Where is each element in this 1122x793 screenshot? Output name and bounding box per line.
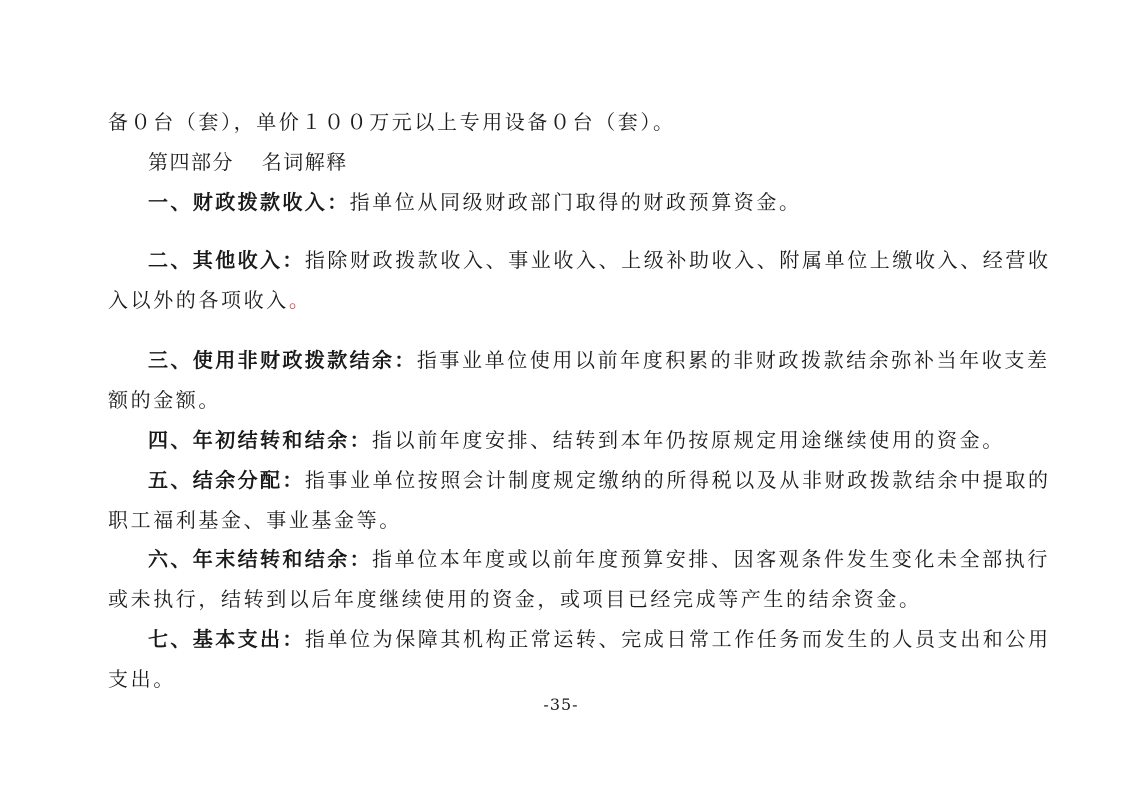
term-7-line-1 bbox=[148, 625, 1051, 653]
term-6-line-2 bbox=[108, 585, 922, 613]
term-6-continuation: 或未执行，结转到以后年度继续使用的资金，或项目已经完成等产生的结余资金。 bbox=[108, 587, 922, 611]
section-heading bbox=[148, 148, 348, 176]
term-4-label: 四、年初结转和结余： bbox=[148, 428, 372, 452]
term-1-label: 一、财政拨款收入： bbox=[148, 190, 350, 214]
term-5-line-1 bbox=[148, 466, 1051, 494]
term-7-label: 七、基本支出： bbox=[148, 627, 305, 651]
intro-text: 备０台（套），单价１００万元以上专用设备０台（套）。 bbox=[108, 110, 676, 134]
term-1-definition: 指单位从同级财政部门取得的财政预算资金。 bbox=[349, 190, 802, 214]
term-3-label: 三、使用非财政拨款结余： bbox=[148, 348, 417, 372]
term-3-definition: 指事业单位使用以前年度积累的非财政拨款结余弥补当年收支差 bbox=[416, 348, 1050, 372]
term-6-line-1 bbox=[148, 545, 1050, 573]
intro-line bbox=[108, 108, 676, 136]
term-6-definition: 指单位本年度或以前年度预算安排、因客观条件发生变化未全部执行 bbox=[372, 547, 1050, 571]
term-2-definition: 指除财政拨款收入、事业收入、上级补助收入、附属单位上缴收入、经营收 bbox=[304, 248, 1051, 272]
term-3-continuation: 额的金额。 bbox=[108, 388, 221, 412]
term-1-line-1 bbox=[148, 188, 802, 216]
term-4-definition: 指以前年度安排、结转到本年仍按原规定用途继续使用的资金。 bbox=[372, 428, 1005, 452]
term-2-continuation: 入以外的各项收入 bbox=[108, 288, 289, 312]
term-6-label: 六、年末结转和结余： bbox=[148, 547, 372, 571]
term-3-line-1 bbox=[148, 346, 1050, 374]
term-2-line-2 bbox=[108, 286, 311, 314]
term-5-definition: 指事业单位按照会计制度规定缴纳的所得税以及从非财政拨款结余中提取的 bbox=[304, 468, 1051, 492]
term-5-label: 五、结余分配： bbox=[148, 468, 305, 492]
term-2-line-1 bbox=[148, 246, 1051, 274]
section-title: 第四部分 bbox=[148, 150, 234, 174]
term-2-trailing-mark: 。 bbox=[288, 288, 312, 312]
term-5-continuation: 职工福利基金、事业基金等。 bbox=[108, 508, 402, 532]
term-7-line-2 bbox=[108, 665, 176, 693]
term-2-label: 二、其他收入： bbox=[148, 248, 305, 272]
term-7-continuation: 支出。 bbox=[108, 667, 176, 691]
term-4-line-1 bbox=[148, 426, 1005, 454]
term-5-line-2 bbox=[108, 506, 402, 534]
term-7-definition: 指单位为保障其机构正常运转、完成日常工作任务而发生的人员支出和公用 bbox=[304, 627, 1051, 651]
term-3-line-2 bbox=[108, 386, 221, 414]
section-subtitle: 名词解释 bbox=[261, 150, 348, 174]
page-number: -35- bbox=[543, 695, 579, 714]
